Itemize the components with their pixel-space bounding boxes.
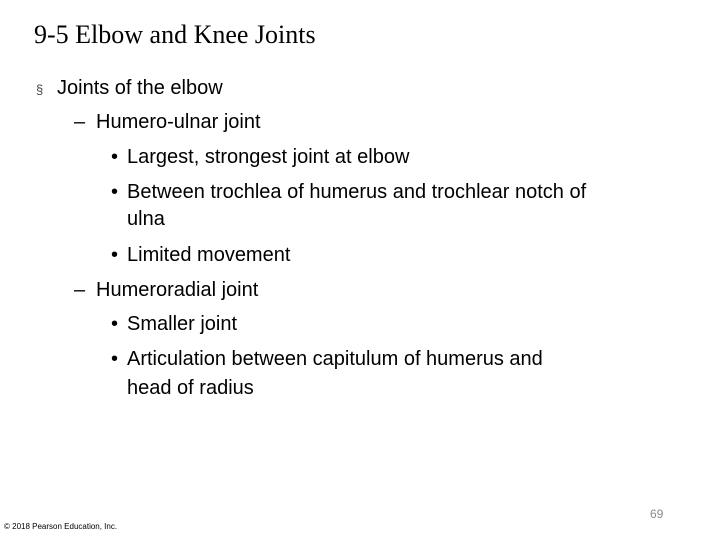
slide-title: 9-5 Elbow and Knee Joints: [34, 20, 316, 49]
dot-bullet-icon: •: [111, 348, 119, 370]
dash-bullet-icon: –: [74, 111, 86, 133]
dash-bullet-icon: –: [74, 279, 86, 301]
bullet-limited-movement: Limited movement: [127, 244, 291, 266]
bullet-articulation-line1: Articulation between capitulum of humerus and: [127, 348, 543, 370]
bullet-humero-ulnar-joint: Humero-ulnar joint: [96, 111, 261, 133]
bullet-between-trochlea-line1: Between trochlea of humerus and trochlear notch of: [127, 181, 587, 203]
bullet-humeroradial-joint: Humeroradial joint: [96, 279, 259, 301]
dot-bullet-icon: •: [111, 313, 119, 335]
page-number: 69: [650, 507, 664, 521]
bullet-joints-of-elbow: Joints of the elbow: [57, 77, 223, 99]
dot-bullet-icon: •: [111, 146, 119, 168]
bullet-smaller-joint: Smaller joint: [127, 313, 238, 335]
bullet-between-trochlea-line2: ulna: [127, 208, 165, 230]
dot-bullet-icon: •: [111, 244, 119, 266]
bullet-largest-strongest: Largest, strongest joint at elbow: [127, 146, 410, 168]
dot-bullet-icon: •: [111, 181, 119, 203]
copyright-footer: © 2018 Pearson Education, Inc.: [4, 522, 118, 531]
square-bullet-icon: §: [36, 82, 44, 97]
bullet-articulation-line2: head of radius: [127, 377, 254, 399]
